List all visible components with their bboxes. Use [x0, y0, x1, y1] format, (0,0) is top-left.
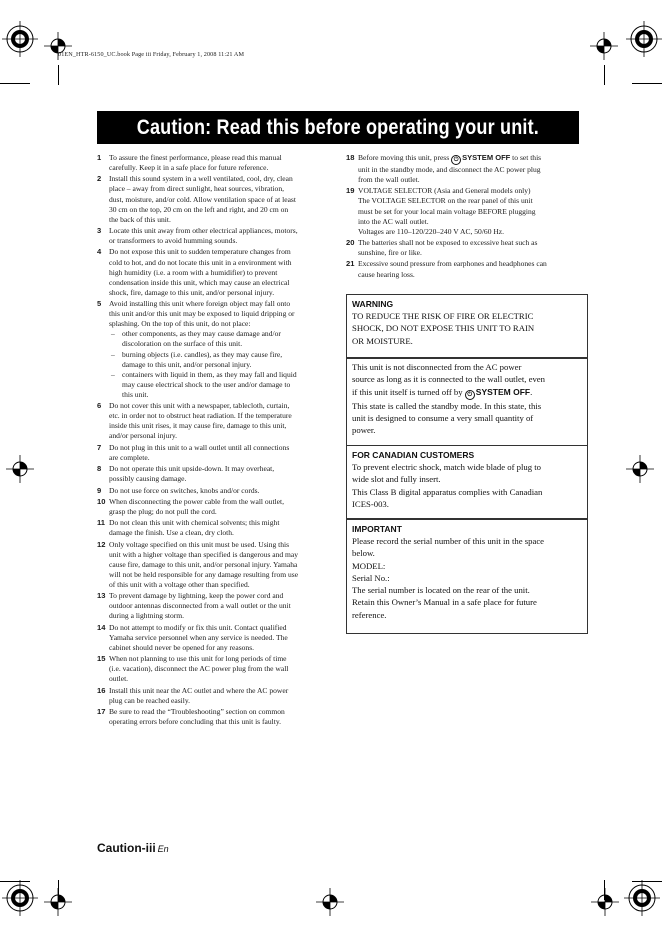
notice-text: if this unit itself is turned off by — [352, 386, 465, 397]
caution-item-10 — [97, 497, 331, 517]
caution-item-11 — [97, 518, 331, 538]
item-line: splashing. On the top of this unit, do not place: — [109, 319, 251, 329]
caution-item-17 — [97, 707, 331, 727]
dash-bullet: – — [111, 329, 115, 339]
item-line: Do not cover this unit with a newspaper, tablecloth, curtain, — [109, 401, 290, 411]
crop-mark — [58, 65, 59, 85]
caution-item-20 — [346, 238, 579, 258]
item-line: cause hearing loss. — [358, 269, 415, 279]
important-line: The serial number is located on the rear of the unit. — [352, 585, 530, 596]
item-line: outlet. — [109, 674, 129, 684]
item-number: 12 — [97, 539, 106, 549]
warning-line: TO REDUCE THE RISK OF FIRE OR ELECTRIC — [352, 311, 534, 321]
item-line: grasp the plug; do not pull the cord. — [109, 506, 217, 516]
caution-item-21 — [346, 259, 579, 279]
caution-item-4 — [97, 247, 331, 297]
print-header-line: 01EN_HTR-6150_UC.book Page iii Friday, February 1, 2008 11:21 AM — [58, 51, 245, 58]
sub-item-line: discoloration on the surface of this unit. — [122, 339, 243, 349]
item-line: When disconnecting the power cable from the wall outlet, — [109, 496, 284, 506]
item-number: 9 — [97, 485, 102, 495]
important-heading: IMPORTANT — [352, 524, 402, 534]
caution-item-19 — [346, 186, 579, 236]
item-line: Voltages are 110–120/220–240 V AC, 50/60 Hz. — [358, 226, 505, 236]
canadian-heading: FOR CANADIAN CUSTOMERS — [352, 450, 475, 460]
crop-mark — [0, 83, 30, 84]
item-line: dust, moisture, and/or cold. Allow ventilation space of at least — [109, 194, 296, 204]
item-line: condensation inside this unit, which may cause an electrical — [109, 277, 290, 287]
item-number: 3 — [97, 226, 102, 236]
item-line: into the AC wall outlet. — [358, 216, 429, 226]
crop-mark — [632, 881, 662, 882]
item-line: or transformers to avoid humming sounds. — [109, 236, 238, 246]
item-line: cause fire, damage to this unit, and/or personal injury. Yamaha — [109, 559, 298, 569]
item-line: are complete. — [109, 452, 150, 462]
item-line: Do not clean this unit with chemical solvents; this might — [109, 518, 280, 528]
canadian-line: ICES-003. — [352, 498, 389, 509]
item-number: 18 — [346, 153, 355, 162]
item-line: from the wall outlet. — [358, 175, 420, 185]
notice-line: unit is designed to consume a very small quantity of — [352, 412, 534, 423]
warning-box — [346, 294, 588, 359]
caution-item-15 — [97, 654, 331, 684]
item-number: 17 — [97, 706, 106, 716]
registration-mark-icon — [2, 21, 38, 57]
item-line: Install this sound system in a well ventilated, cool, dry, clean — [109, 174, 293, 184]
warning-line: OR MOISTURE. — [352, 335, 413, 346]
item-line: damage the finish. Use a clean, dry cloth. — [109, 528, 234, 538]
item-line: sunshine, fire or like. — [358, 248, 422, 258]
ac-power-notice-box — [346, 357, 588, 446]
item-line: 30 cm on the top, 20 cm on the left and right, and 20 cm on — [109, 204, 289, 214]
page-title-banner — [97, 111, 579, 144]
caution-item-14 — [97, 623, 331, 653]
item-line: outdoor antennas disconnected from a wall outlet or the unit — [109, 601, 291, 611]
registration-mark-icon — [622, 451, 658, 487]
item-line: the back of this unit. — [109, 214, 171, 224]
item-text: Before moving this unit, press — [358, 153, 452, 162]
caution-item-18 — [346, 153, 579, 185]
notice-text: . — [530, 386, 533, 397]
important-line: MODEL: — [352, 560, 386, 571]
important-line: below. — [352, 548, 375, 559]
item-line: place – away from direct sunlight, heat sources, vibration, — [109, 184, 284, 194]
registration-mark-icon — [2, 451, 38, 487]
item-number: 4 — [97, 247, 102, 257]
item-line: this unit and/or this unit may be exposed to liquid dripping or — [109, 309, 295, 319]
item-number: 5 — [97, 299, 102, 309]
registration-mark-icon — [40, 28, 76, 64]
canadian-line: wide slot and fully insert. — [352, 474, 441, 485]
power-icon: ⏻ — [465, 390, 475, 400]
item-line: The batteries shall not be exposed to excessive heat such as — [358, 238, 538, 248]
item-line: carefully. Keep it in a safe place for future reference. — [109, 163, 269, 173]
canadian-customers-box — [346, 445, 588, 519]
important-box — [346, 519, 588, 634]
warning-heading: WARNING — [352, 299, 394, 309]
system-off-label — [465, 386, 533, 398]
registration-mark-icon — [586, 28, 622, 64]
system-off-text: SYSTEM OFF — [462, 153, 511, 162]
caution-item-2 — [97, 174, 331, 224]
important-line: reference. — [352, 609, 387, 620]
dash-bullet: – — [111, 349, 115, 359]
sub-item-line: containers with liquid in them, as they may fall and liquid — [122, 369, 297, 379]
caution-item-3 — [97, 226, 331, 246]
page-title: Caution: Read this before operating your unit. — [136, 116, 540, 139]
notice-line: source as long as it is connected to the wall outlet, even — [352, 374, 545, 385]
item-number: 1 — [97, 153, 102, 162]
important-line: Please record the serial number of this unit in the space — [352, 536, 545, 546]
sub-item-line: may cause electrical shock to the user and/or damage to — [122, 379, 291, 389]
caution-item-12 — [97, 540, 331, 590]
crop-mark — [604, 880, 605, 900]
page-footer — [97, 841, 169, 855]
item-line: Do not use force on switches, knobs and/or cords. — [109, 485, 260, 495]
item-line: cold to hot, and do not locate this unit in a environment with — [109, 257, 292, 267]
important-line: Serial No.: — [352, 572, 390, 583]
item-number: 11 — [97, 518, 106, 528]
item-number: 20 — [346, 238, 355, 248]
item-line: Be sure to read the “Troubleshooting” section on common — [109, 706, 285, 716]
item-line: Do not expose this unit to sudden temperature changes from — [109, 247, 291, 257]
item-number: 7 — [97, 442, 102, 452]
item-line: of this unit with a voltage other than specified. — [109, 579, 250, 589]
sub-item-line: damage to this unit, and/or personal injury. — [122, 359, 252, 369]
item-line: VOLTAGE SELECTOR (Asia and General models only) — [358, 186, 531, 196]
item-text: to set this — [510, 153, 542, 162]
item-line: Install this unit near the AC outlet and where the AC power — [109, 685, 289, 695]
notice-line: power. — [352, 425, 376, 436]
caution-item-13 — [97, 591, 331, 621]
notice-line: This unit is not disconnected from the AC power — [352, 362, 522, 372]
item-line: cabinet should never be opened for any reasons. — [109, 642, 255, 652]
sub-item-line: this unit. — [122, 389, 149, 399]
item-line: When not planning to use this unit for long periods of time — [109, 654, 287, 664]
item-number: 13 — [97, 591, 106, 601]
caution-list-left — [97, 153, 331, 728]
crop-mark — [604, 65, 605, 85]
notice-line: This state is called the standby mode. In this state, this — [352, 400, 542, 411]
caution-item-6 — [97, 401, 331, 441]
system-off-label — [451, 153, 510, 162]
warning-line: SHOCK, DO NOT EXPOSE THIS UNIT TO RAIN — [352, 323, 535, 334]
caution-item-9 — [97, 486, 331, 496]
item-line — [358, 153, 579, 165]
caution-item-7 — [97, 443, 331, 463]
caution-item-8 — [97, 464, 331, 484]
item-line: unit in the standby mode, and disconnect the AC power plug — [358, 165, 541, 174]
item-line: high humidity (i.e. a room with a humidifier) to prevent — [109, 267, 278, 277]
item-line: during a lightning storm. — [109, 611, 185, 621]
registration-mark-icon — [312, 884, 348, 920]
language-code: En — [157, 844, 169, 854]
item-line: To prevent damage by lightning, keep the power cord and — [109, 591, 284, 601]
item-line: must be set for your local main voltage BEFORE plugging — [358, 206, 536, 216]
item-number: 2 — [97, 174, 102, 184]
item-line: The VOLTAGE SELECTOR on the rear panel of this unit — [358, 196, 533, 206]
item-number: 10 — [97, 496, 106, 506]
caution-item-16 — [97, 686, 331, 706]
item-line: Avoid installing this unit where foreign object may fall onto — [109, 299, 291, 309]
item-number: 6 — [97, 401, 102, 411]
canadian-line: This Class B digital apparatus complies with Canadian — [352, 486, 543, 497]
registration-mark-icon — [626, 21, 662, 57]
sub-item — [109, 370, 331, 400]
page-number: Caution-iii — [97, 841, 156, 855]
caution-item-5 — [97, 299, 331, 400]
crop-mark — [0, 881, 30, 882]
sub-item — [109, 350, 331, 370]
important-line: Retain this Owner’s Manual in a safe place for future — [352, 597, 537, 608]
item-line: To assure the finest performance, please read this manual — [109, 153, 282, 162]
item-line: Locate this unit away from other electrical appliances, motors, — [109, 226, 298, 236]
crop-mark — [632, 83, 662, 84]
canadian-line: To prevent electric shock, match wide blade of plug to — [352, 462, 542, 472]
caution-item-1 — [97, 153, 331, 173]
item-line: inside this unit rises, it may cause fire, damage to this unit, — [109, 421, 287, 431]
power-icon: ⏻ — [451, 155, 461, 165]
notice-line — [352, 386, 582, 400]
sub-item-line: other components, as they may cause damage and/or — [122, 329, 281, 339]
sub-item — [109, 329, 331, 349]
item-line: operating errors before concluding that this unit is faulty. — [109, 717, 281, 727]
registration-mark-icon — [2, 880, 38, 916]
item-line: Do not operate this unit upside-down. It may overheat, — [109, 464, 275, 474]
item-line: Only voltage specified on this unit must be used. Using this — [109, 539, 290, 549]
caution-list-right — [346, 153, 579, 281]
dash-bullet: – — [111, 369, 115, 379]
item-line: plug can be reached easily. — [109, 695, 191, 705]
item-number: 15 — [97, 654, 106, 664]
item-line: will not be held responsible for any damage resulting from use — [109, 569, 299, 579]
item-number: 14 — [97, 622, 106, 632]
item-line: Yamaha service personnel when any service is needed. The — [109, 632, 288, 642]
item-line: etc. in order not to obstruct heat radiation. If the temperature — [109, 411, 292, 421]
registration-mark-icon — [624, 880, 660, 916]
item-line: Do not attempt to modify or fix this unit. Contact qualified — [109, 622, 287, 632]
item-number: 16 — [97, 685, 106, 695]
sub-item-line: burning objects (i.e. candles), as they may cause fire, — [122, 349, 283, 359]
item-line: possibly causing damage. — [109, 474, 187, 484]
system-off-text: SYSTEM OFF — [475, 386, 531, 397]
item-line: Excessive sound pressure from earphones and headphones can — [358, 259, 547, 269]
item-line: shock, fire, damage to this unit, and/or personal injury. — [109, 287, 275, 297]
item-line: and/or personal injury. — [109, 431, 178, 441]
item-number: 19 — [346, 186, 355, 196]
item-number: 21 — [346, 259, 355, 269]
registration-mark-icon — [587, 884, 623, 920]
item-line: unit with a higher voltage than specified is dangerous and may — [109, 549, 299, 559]
item-line: Do not plug in this unit to a wall outlet until all connections — [109, 442, 290, 452]
item-number: 8 — [97, 464, 102, 474]
item-line: (i.e. vacation), disconnect the AC power plug from the wall — [109, 664, 289, 674]
crop-mark — [58, 880, 59, 900]
